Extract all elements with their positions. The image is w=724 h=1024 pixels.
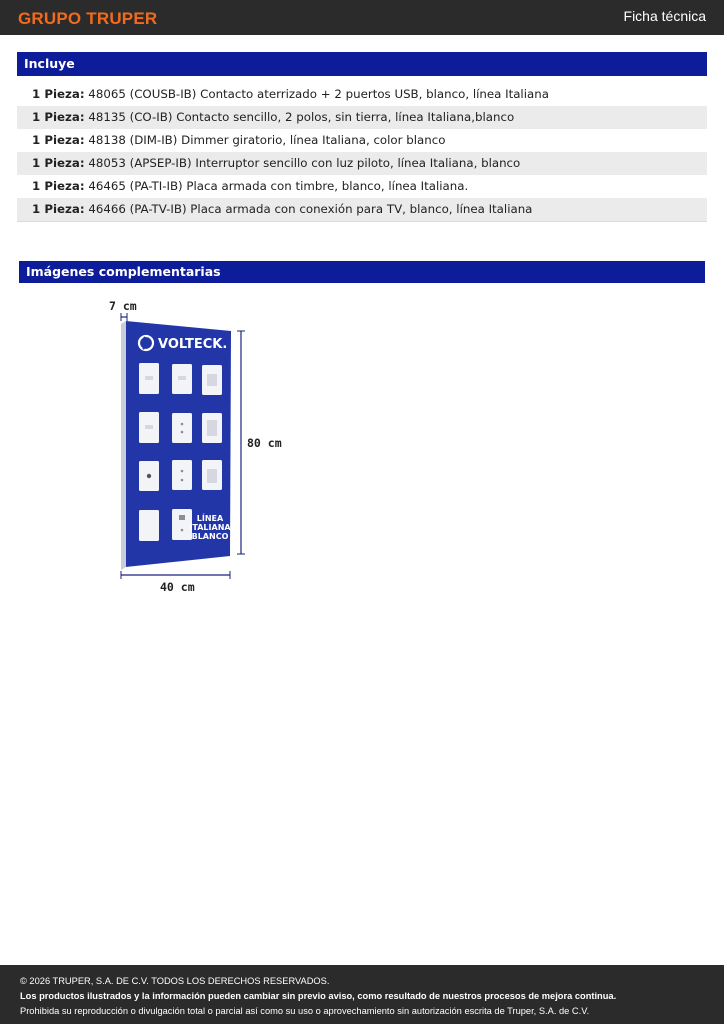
list-item [17, 129, 707, 152]
list-item [17, 152, 707, 175]
item-quantity: 1 Pieza: [32, 202, 85, 216]
item-description: 48053 (APSEP-IB) Interruptor sencillo con luz piloto, línea Italiana, blanco [88, 156, 521, 170]
product-display-figure [100, 296, 300, 596]
volteck-brand-text: VOLTECK. [158, 337, 228, 352]
panel-text-line: BLANCO [191, 532, 229, 541]
list-item [17, 83, 707, 106]
list-item [17, 106, 707, 129]
panel-text-line: LÍNEA [196, 514, 224, 523]
item-description: 48135 (CO-IB) Contacto sencillo, 2 polos, sin tierra, línea Italiana,blanco [88, 110, 515, 124]
wall-plate [172, 413, 192, 443]
width-label: 40 cm [160, 580, 195, 594]
wall-plate [172, 460, 192, 490]
item-description: 46465 (PA-TI-IB) Placa armada con timbre, blanco, línea Italiana. [88, 179, 469, 193]
incluye-section-header: Incluye [17, 52, 707, 76]
imagenes-section-header: Imágenes complementarias [19, 261, 705, 283]
included-items-list [17, 83, 707, 222]
list-divider [17, 221, 707, 222]
height-label: 80 cm [247, 436, 282, 450]
item-quantity: 1 Pieza: [32, 156, 85, 170]
item-quantity: 1 Pieza: [32, 179, 85, 193]
item-description: 46466 (PA-TV-IB) Placa armada con conexión para TV, blanco, línea Italiana [88, 202, 533, 216]
panel-text-line: ITALIANA [189, 523, 231, 532]
list-item [17, 198, 707, 221]
list-item [17, 175, 707, 198]
disclaimer-text: Los productos ilustrados y la información pueden cambiar sin previo aviso, como resultado de nuestros procesos de mejora continua. [20, 991, 617, 1001]
item-description: 48138 (DIM-IB) Dimmer giratorio, línea Italiana, color blanco [88, 133, 446, 147]
item-quantity: 1 Pieza: [32, 133, 85, 147]
copyright-text: © 2026 TRUPER, S.A. DE C.V. TODOS LOS DERECHOS RESERVADOS. [20, 976, 330, 986]
depth-label: 7 cm [109, 299, 137, 313]
panel-side [121, 321, 126, 570]
item-description: 48065 (COUSB-IB) Contacto aterrizado + 2 puertos USB, blanco, línea Italiana [84, 87, 549, 101]
footer [0, 965, 724, 1024]
reproduction-notice: Prohibida su reproducción o divulgación total o parcial así como su uso o aprovechamiento sin autorización escrita de Truper, S.A. de C.V. [20, 1006, 590, 1016]
wall-plate [139, 510, 159, 541]
item-quantity: 1 Pieza: [32, 110, 85, 124]
top-bar [0, 0, 724, 35]
item-quantity: 1 Pieza: [32, 87, 85, 101]
truper-logo: GRUPO TRUPER [18, 9, 158, 28]
document-title: Ficha técnica [623, 8, 706, 24]
